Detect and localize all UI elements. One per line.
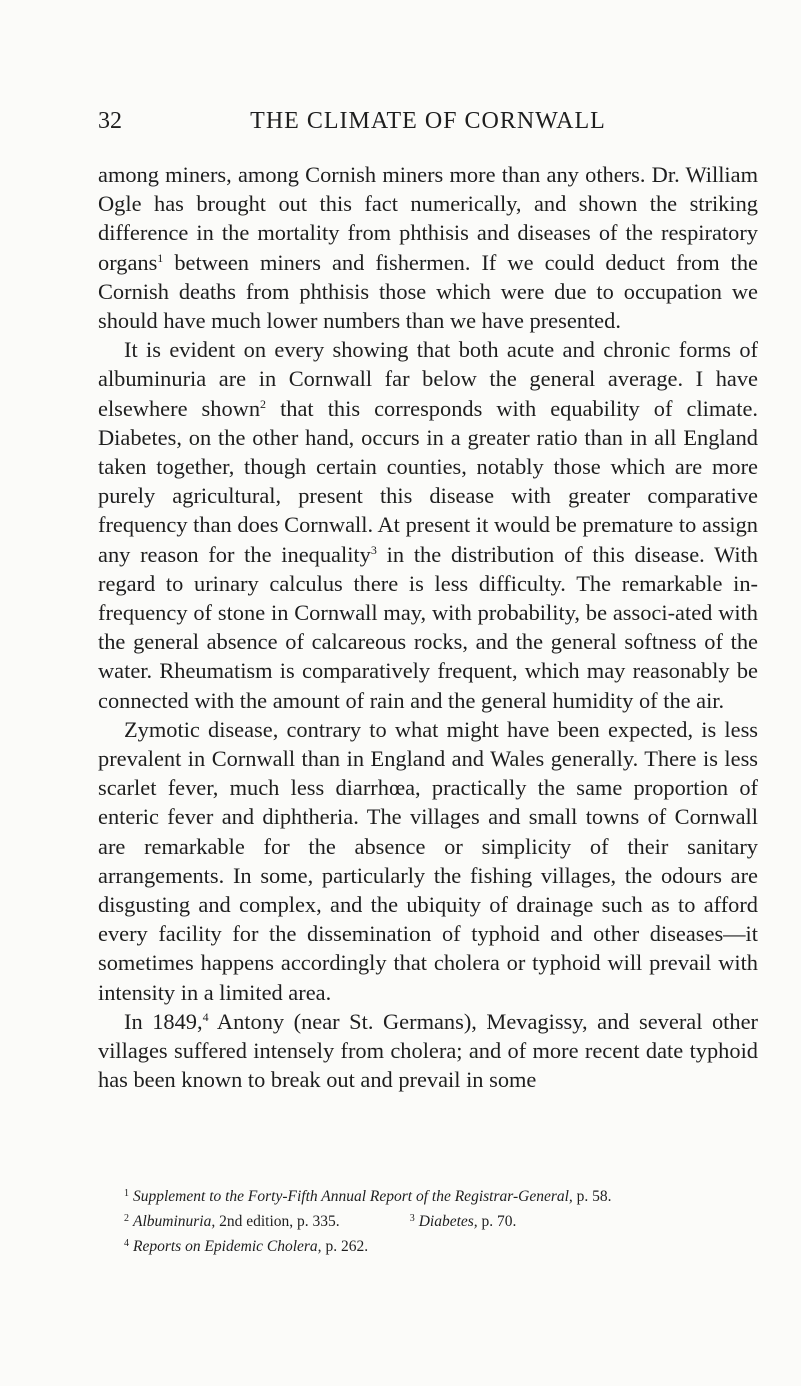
- footnote: $^2$ Albuminuria, 2nd edition, p. 335. $^3$ Diabetes, p. 70.: [124, 1213, 517, 1230]
- footnote-ref[interactable]: 1: [157, 250, 164, 265]
- page-number: 32: [98, 108, 122, 134]
- running-title: THE CLIMATE OF CORNWALL: [250, 108, 606, 134]
- footnote: $^1$ Supplement to the Forty-Fifth Annual Report of the Registrar-General, p. 58.: [124, 1188, 612, 1205]
- footnote-ref[interactable]: 4: [202, 1009, 209, 1024]
- paragraph: It is evident on every showing that both acute and chronic forms of albuminuria are in Cornwall far below the general average. I have elsewhere shown$^2$ that this corresponds with equability of climate. Diabetes, on the other hand, occurs in a greater ratio than in all England taken together, though certain counties, notably those which are more purely agricultural, present this disease with greater comparative frequency than does Cornwall. At present it would be premature to assign any reason for the inequality$^3$ in the distribution of this disease. With regard to urinary calculus there is less difficulty. The remarkable in-frequency of stone in Cornwall may, with probability, be associ-ated with the general absence of calcareous rocks, and the general softness of the water. Rheumatism is comparatively frequent, which may reasonably be connected with the amount of rain and the general humidity of the air.: [98, 337, 758, 713]
- footnote-ref[interactable]: 3: [370, 542, 377, 557]
- paragraph: among miners, among Cornish miners more than any others. Dr. William Ogle has brought out this fact numerically, and shown the striking difference in the mortality from phthisis and diseases of the respiratory organs$^1$ between miners and fishermen. If we could deduct from the Cornish deaths from phthisis those which were due to occupation we should have much lower numbers than we have presented.: [98, 162, 758, 334]
- page-header: [98, 108, 758, 138]
- paragraph: Zymotic disease, contrary to what might have been expected, is less prevalent in Cornwall than in England and Wales generally. There is less scarlet fever, much less diarrhœa, practically the same proportion of enteric fever and diphtheria. The villages and small towns of Cornwall are remarkable for the absence or simplicity of their sanitary arrangements. In some, particularly the fishing villages, the odours are disgusting and complex, and the ubiquity of drainage such as to afford every facility for the dissemination of typhoid and other diseases—it sometimes happens accordingly that cholera or typhoid will prevail with intensity in a limited area.: [98, 716, 758, 1005]
- footnote-ref[interactable]: 2: [260, 396, 267, 411]
- footnotes: [98, 1183, 758, 1258]
- body-text: [98, 160, 758, 1095]
- footnote: $^4$ Reports on Epidemic Cholera, p. 262.: [124, 1238, 369, 1255]
- paragraph: In 1849,$^4$ Antony (near St. Germans), Mevagissy, and several other villages suffered intensely from cholera; and of more recent date typhoid has been known to break out and prevail in some: [98, 1008, 758, 1093]
